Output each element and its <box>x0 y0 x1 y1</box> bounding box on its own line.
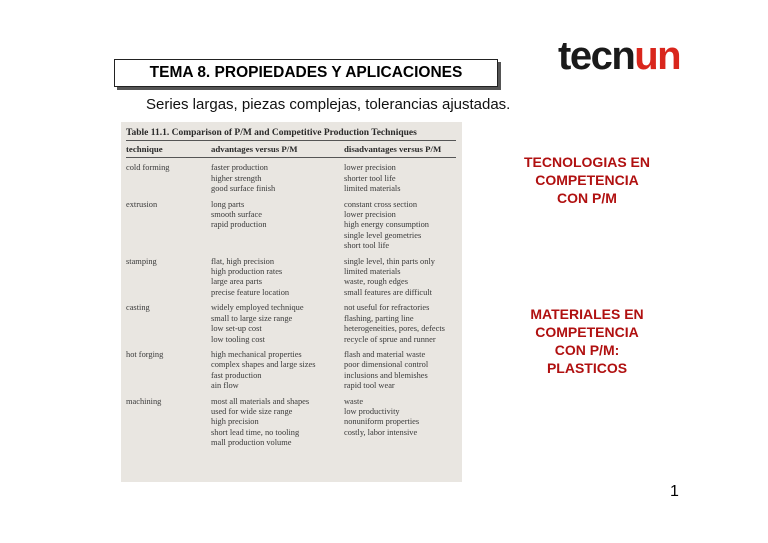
slide-title-text: TEMA 8. PROPIEDADES Y APLICACIONES <box>149 64 463 81</box>
table-row <box>126 397 456 449</box>
table-row <box>126 163 456 194</box>
cell-technique: extrusion <box>126 199 158 209</box>
cell-line: high precision <box>211 417 259 427</box>
table-caption: Table 11.1. Comparison of P/M and Competitive Production Techniques <box>126 128 417 138</box>
cell-technique: cold forming <box>126 163 170 173</box>
cell-line: costly, labor intensive <box>344 427 418 437</box>
cell-line: ain flow <box>211 381 239 391</box>
logo-part-dark: tecn <box>558 34 635 78</box>
cell-line: single level, thin parts only <box>344 256 435 266</box>
cell-line: high mechanical properties <box>211 349 302 359</box>
cell-advantages <box>211 163 344 194</box>
cell-line: rapid production <box>211 220 267 230</box>
cell-line: low set-up cost <box>211 324 262 334</box>
table-rule <box>126 140 456 141</box>
table-row <box>126 303 456 345</box>
cell-disadvantages <box>344 350 456 392</box>
cell-line: small features are difficult <box>344 287 432 297</box>
cell-line: flash and material waste <box>344 349 426 359</box>
cell-line: high production rates <box>211 267 283 277</box>
cell-line: waste, rough edges <box>344 277 408 287</box>
cell-line: fast production <box>211 370 262 380</box>
header-advantages: advantages versus P/M <box>211 144 298 154</box>
table-rule <box>126 157 456 158</box>
comparison-table-image <box>121 122 462 482</box>
cell-line: nonuniform properties <box>344 417 420 427</box>
cell-line: limited materials <box>344 184 401 194</box>
table-header-row <box>126 143 456 155</box>
cell-line: limited materials <box>344 267 401 277</box>
cell-disadvantages <box>344 200 456 252</box>
heading-line: CON P/M <box>557 190 617 206</box>
slide-title <box>114 59 498 87</box>
cell-advantages <box>211 257 344 299</box>
cell-technique: machining <box>126 396 162 406</box>
cell-line: smooth surface <box>211 210 262 220</box>
cell-line: large area parts <box>211 277 262 287</box>
cell-line: faster production <box>211 163 268 173</box>
cell-advantages <box>211 303 344 345</box>
table-row <box>126 200 456 252</box>
cell-line: small to large size range <box>211 313 293 323</box>
cell-line: high energy consumption <box>344 220 429 230</box>
page-number: 1 <box>670 483 679 500</box>
cell-line: widely employed technique <box>211 303 304 313</box>
table-row <box>126 350 456 392</box>
cell-line: precise feature location <box>211 287 290 297</box>
cell-line: used for wide size range <box>211 406 293 416</box>
logo-part-red: un <box>634 34 681 78</box>
cell-disadvantages <box>344 303 456 345</box>
heading-competing-materials <box>492 305 682 377</box>
cell-line: single level geometries <box>344 230 422 240</box>
heading-line: MATERIALES EN <box>530 306 644 322</box>
heading-line: COMPETENCIA <box>535 324 639 340</box>
cell-technique: casting <box>126 303 150 313</box>
cell-disadvantages <box>344 257 456 299</box>
cell-line: recycle of sprue and runner <box>344 334 436 344</box>
cell-line: most all materials and shapes <box>211 396 310 406</box>
cell-line: short tool life <box>344 241 390 251</box>
cell-line: short lead time, no tooling <box>211 427 300 437</box>
heading-line: PLASTICOS <box>546 360 628 376</box>
cell-disadvantages <box>344 163 456 194</box>
cell-advantages <box>211 200 344 252</box>
tecnun-logo <box>558 36 680 76</box>
cell-line: flashing, parting line <box>344 313 414 323</box>
heading-line: COMPETENCIA <box>535 172 639 188</box>
cell-line: mall production volume <box>211 438 292 448</box>
cell-line: heterogeneities, pores, defects <box>344 324 445 334</box>
cell-line: low tooling cost <box>211 334 265 344</box>
cell-line: constant cross section <box>344 199 418 209</box>
heading-line: TECNOLOGIAS EN <box>523 154 650 170</box>
cell-line: waste <box>344 396 364 406</box>
cell-advantages <box>211 350 344 392</box>
cell-line: low productivity <box>344 406 400 416</box>
heading-competing-technologies <box>492 153 682 207</box>
header-disadvantages: disadvantages versus P/M <box>344 144 442 154</box>
cell-line: good surface finish <box>211 184 276 194</box>
cell-line: not useful for refractories <box>344 303 430 313</box>
cell-line: lower precision <box>344 210 396 220</box>
heading-line: CON P/M: <box>554 342 620 358</box>
cell-advantages <box>211 397 344 449</box>
cell-line: higher strength <box>211 173 262 183</box>
slide-subtitle: Series largas, piezas complejas, tolerancias ajustadas. <box>146 96 511 113</box>
cell-technique: hot forging <box>126 349 164 359</box>
header-technique: technique <box>126 144 163 154</box>
table-body <box>126 163 456 448</box>
cell-technique: stamping <box>126 256 157 266</box>
cell-line: lower precision <box>344 163 396 173</box>
table-row <box>126 257 456 299</box>
cell-line: poor dimensional control <box>344 360 429 370</box>
cell-line: flat, high precision <box>211 256 275 266</box>
cell-line: complex shapes and large sizes <box>211 360 316 370</box>
cell-line: rapid tool wear <box>344 381 395 391</box>
cell-line: shorter tool life <box>344 173 396 183</box>
cell-line: inclusions and blemishes <box>344 370 428 380</box>
cell-line: long parts <box>211 199 245 209</box>
cell-disadvantages <box>344 397 456 449</box>
